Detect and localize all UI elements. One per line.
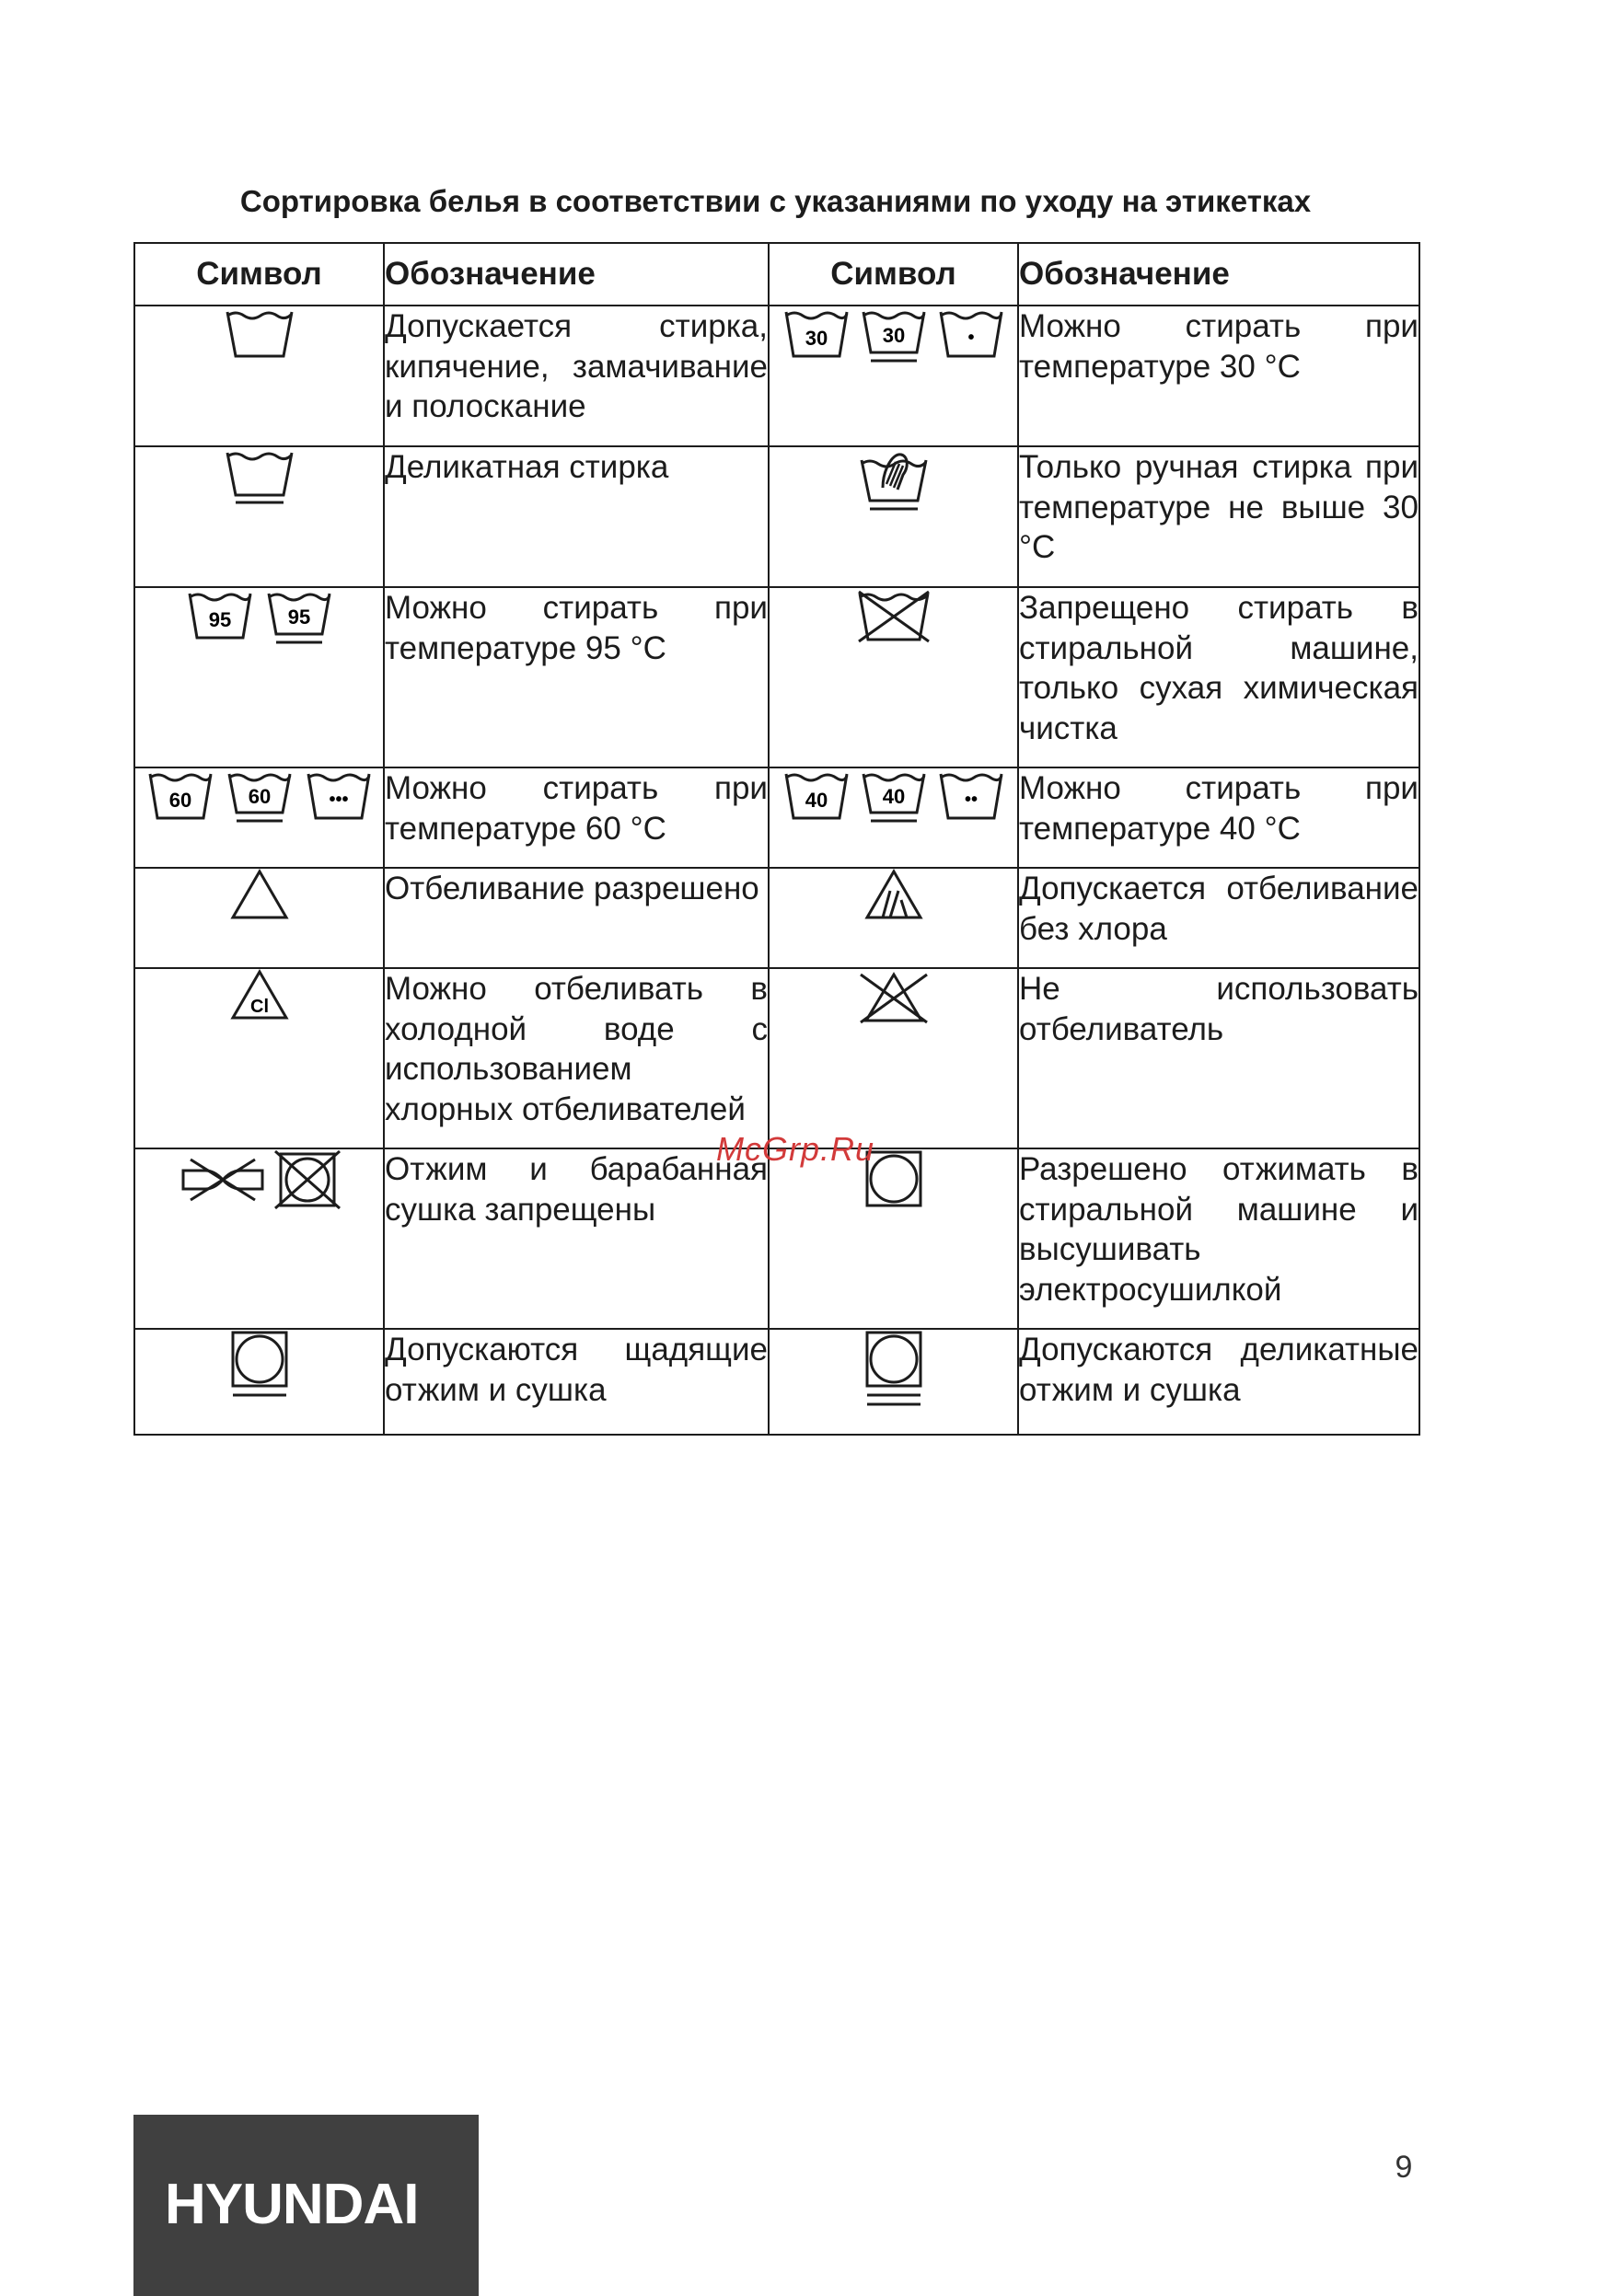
dot-label: • xyxy=(967,328,975,348)
washtub-30-icon xyxy=(783,306,850,365)
page-number: 9 xyxy=(1395,2150,1413,2185)
no-machine-wash-icon xyxy=(855,588,932,645)
washtub-40-icon xyxy=(783,768,850,825)
tumble-dry-gentle-icon xyxy=(230,1330,289,1400)
washtub-icon xyxy=(225,306,295,360)
meaning-header: Обозначение xyxy=(1018,243,1419,306)
table-header-row xyxy=(134,243,1419,306)
description-cell: Можно стирать при температуре 60 °C xyxy=(384,767,769,868)
table-row xyxy=(134,306,1419,446)
washtub-60-icon xyxy=(147,768,214,825)
washtub-40-gentle-icon xyxy=(861,768,927,825)
description-cell: Разрешено отжимать в стиральной машине и высушивать электросушилкой xyxy=(1018,1148,1419,1329)
no-wringing-icon xyxy=(178,1154,268,1206)
table-row xyxy=(134,446,1419,587)
description-cell: Можно отбеливать в холодной воде с использованием хлорных отбеливателей xyxy=(384,968,769,1148)
chlorine-bleach-icon xyxy=(230,969,289,1021)
symbol-cell xyxy=(134,868,384,968)
bleach-allowed-icon xyxy=(230,869,289,920)
table-row xyxy=(134,587,1419,767)
description-cell: Отбеливание разрешено xyxy=(384,868,769,968)
temperature-label: 40 xyxy=(882,785,905,808)
description-cell: Не использовать отбеливатель xyxy=(1018,968,1419,1148)
symbol-cell xyxy=(769,306,1018,446)
symbol-cell xyxy=(134,446,384,587)
symbol-cell xyxy=(134,587,384,767)
symbol-cell xyxy=(134,1329,384,1435)
washtub-30-gentle-icon xyxy=(861,306,927,365)
temperature-label: 40 xyxy=(805,789,828,812)
table-row xyxy=(134,767,1419,868)
meaning-header: Обозначение xyxy=(384,243,769,306)
washtub-60-gentle-icon xyxy=(226,768,293,825)
washtub-two-dots-icon xyxy=(938,768,1004,825)
description-cell: Отжим и барабанная сушка запрещены xyxy=(384,1148,769,1329)
description-cell: Можно стирать при температуре 95 °C xyxy=(384,587,769,767)
description-cell: Допускается отбеливание без хлора xyxy=(1018,868,1419,968)
washtub-three-dots-icon xyxy=(306,768,372,825)
hand-wash-icon xyxy=(859,447,929,513)
symbol-cell xyxy=(134,1148,384,1329)
dot-label: ••• xyxy=(328,790,349,810)
symbol-cell xyxy=(769,968,1018,1148)
no-bleach-icon xyxy=(855,969,932,1026)
symbol-cell xyxy=(769,868,1018,968)
symbol-header: Символ xyxy=(769,243,1018,306)
description-cell: Допускаются деликатные отжим и сушка xyxy=(1018,1329,1419,1435)
description-cell: Только ручная стирка при температуре не выше 30 °C xyxy=(1018,446,1419,587)
description-cell: Можно стирать при температуре 30 °C xyxy=(1018,306,1419,446)
page-title: Сортировка белья в соответствии с указаниями по уходу на этикетках xyxy=(239,184,1312,218)
symbol-cell xyxy=(769,587,1018,767)
description-cell: Допускаются щадящие отжим и сушка xyxy=(384,1329,769,1435)
temperature-label: 30 xyxy=(882,324,905,347)
watermark: McGrp.Ru xyxy=(716,1130,875,1168)
symbol-cell xyxy=(769,446,1018,587)
temperature-label: 60 xyxy=(248,785,271,808)
tumble-dry-delicate-icon xyxy=(864,1330,923,1411)
description-cell: Допускается стирка, кипячение, замачивание и полоскание xyxy=(384,306,769,446)
table-row xyxy=(134,1148,1419,1329)
symbol-cell xyxy=(769,1329,1018,1435)
symbol-cell xyxy=(134,968,384,1148)
care-symbols-table xyxy=(133,242,1420,1436)
brand-logo: HYUNDAI xyxy=(133,2115,479,2296)
no-tumble-dry-icon xyxy=(273,1149,342,1210)
washtub-delicate-icon xyxy=(225,447,295,508)
table-row xyxy=(134,968,1419,1148)
table-row xyxy=(134,868,1419,968)
symbol-header: Символ xyxy=(134,243,384,306)
dot-label: •• xyxy=(964,790,978,810)
temperature-label: 95 xyxy=(287,606,310,629)
description-cell: Запрещено стирать в стиральной машине, только сухая химическая чистка xyxy=(1018,587,1419,767)
description-cell: Можно стирать при температуре 40 °C xyxy=(1018,767,1419,868)
non-chlorine-bleach-icon xyxy=(864,869,923,920)
symbol-cell xyxy=(769,767,1018,868)
symbol-cell xyxy=(134,767,384,868)
description-cell: Деликатная стирка xyxy=(384,446,769,587)
washtub-one-dot-icon xyxy=(938,306,1004,365)
chlorine-label: Cl xyxy=(249,997,269,1017)
temperature-label: 95 xyxy=(208,608,231,631)
table-row xyxy=(134,1329,1419,1435)
washtub-95-icon xyxy=(187,588,253,649)
symbol-cell xyxy=(134,306,384,446)
temperature-label: 30 xyxy=(805,327,828,350)
temperature-label: 60 xyxy=(168,789,191,812)
washtub-95-gentle-icon xyxy=(266,588,332,649)
symbol-cell xyxy=(769,1148,1018,1329)
